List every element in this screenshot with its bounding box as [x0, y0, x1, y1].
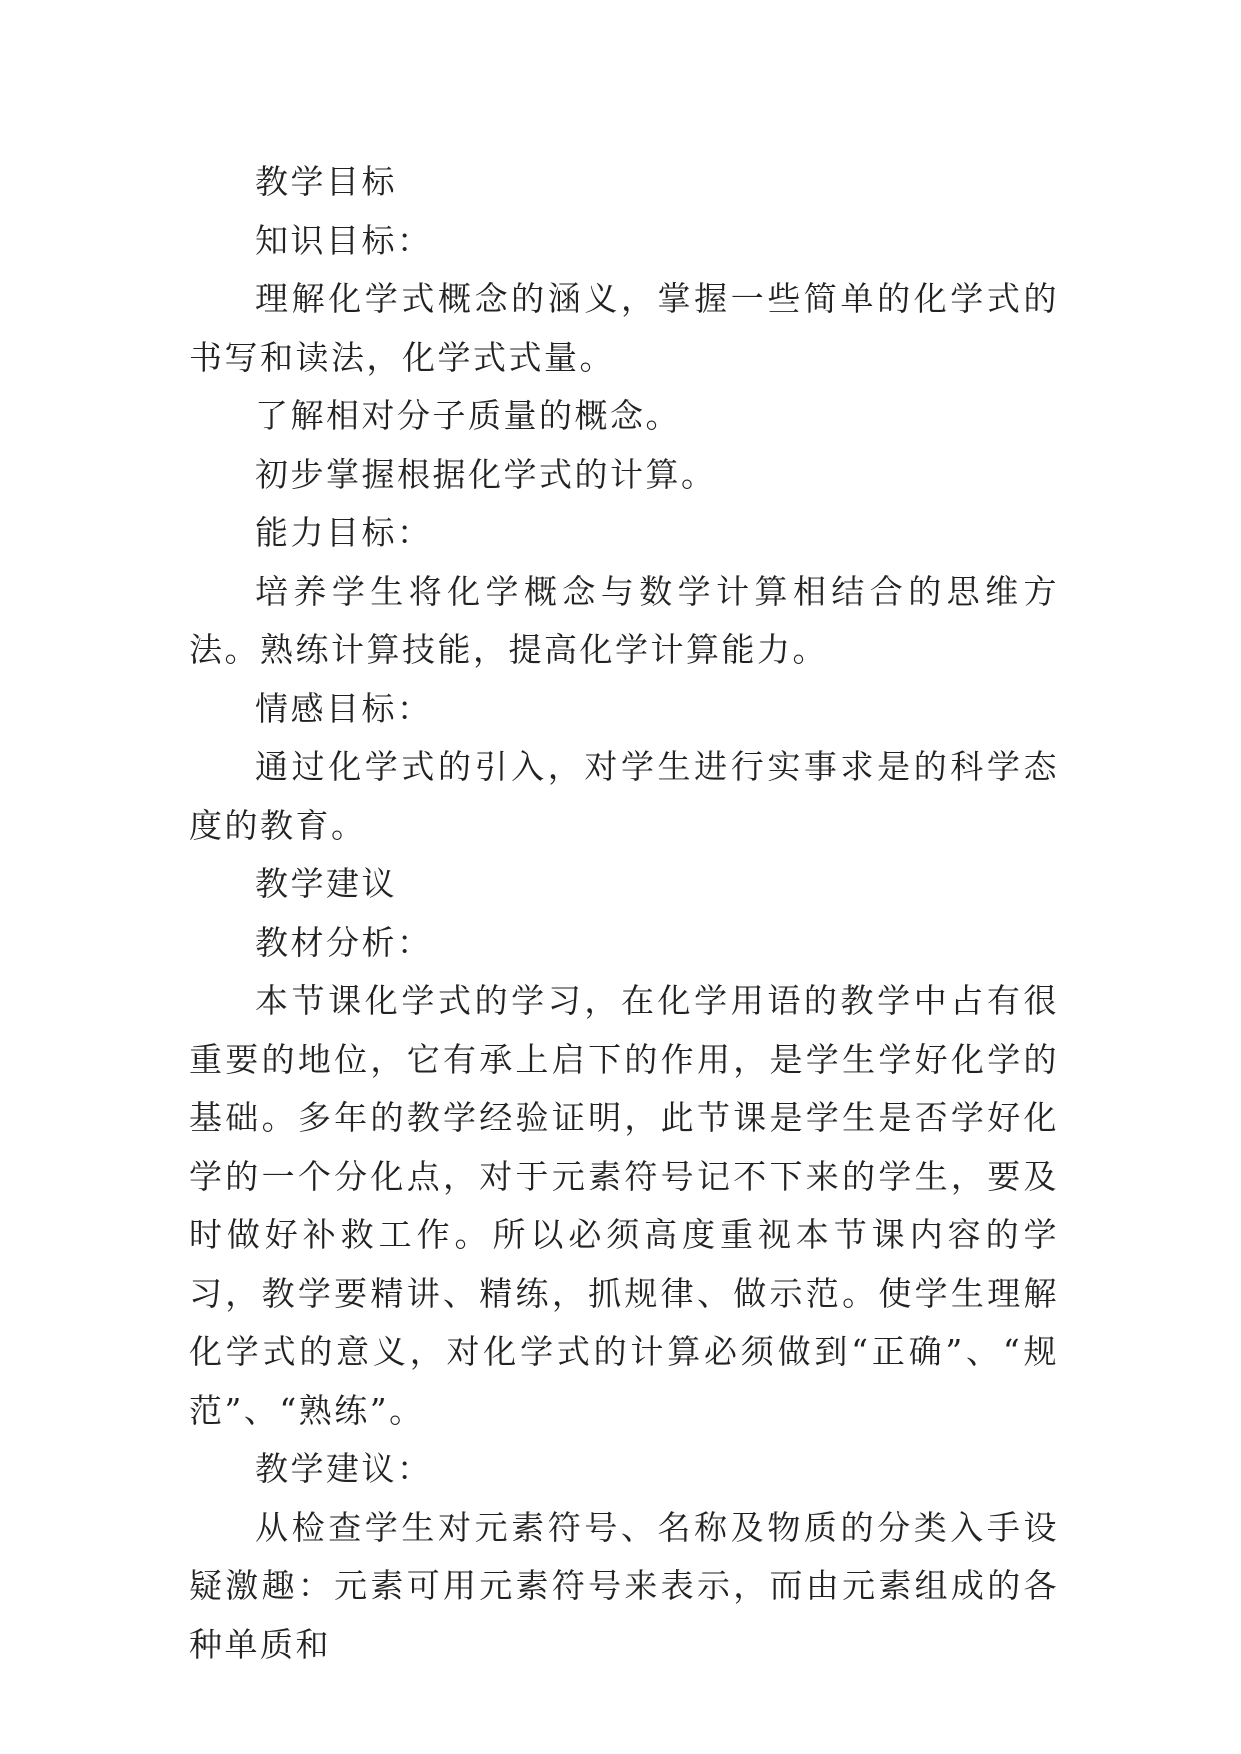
heading-teaching-goals: 教学目标: [255, 162, 397, 201]
paragraph-knowledge-3: 初步掌握根据化学式的计算。: [255, 454, 717, 494]
subheading-knowledge-goals: 知识目标：: [255, 220, 433, 260]
subheading-emotion-goals: 情感目标：: [255, 688, 433, 728]
subheading-ability-goals: 能力目标：: [255, 513, 433, 552]
subheading-teaching-suggestions: 教学建议：: [255, 1449, 433, 1488]
heading-teaching-suggestions: 教学建议: [255, 864, 397, 903]
paragraph-knowledge-1: 理解化学式概念的涵义，掌握一些简单的化学式的书写和读法，化学式式量。: [189, 279, 1059, 377]
document-page: [189, 153, 1059, 1674]
paragraph-ability: 培养学生将化学概念与数学计算相结合的思维方法。熟练计算技能，提高化学计算能力。: [189, 571, 1059, 669]
paragraph-teaching-suggestions: 从检查学生对元素符号、名称及物质的分类入手设疑激趣：元素可用元素符号来表示，而由元素组成的各种单质和: [189, 1507, 1059, 1664]
subheading-material-analysis: 教材分析：: [255, 922, 433, 962]
paragraph-emotion: 通过化学式的引入，对学生进行实事求是的科学态度的教育。: [189, 747, 1059, 845]
paragraph-knowledge-2: 了解相对分子质量的概念。: [255, 396, 681, 435]
paragraph-material-analysis: 本节课化学式的学习，在化学用语的教学中占有很重要的地位，它有承上启下的作用，是学生学好化学的基础。多年的教学经验证明，此节课是学生是否学好化学的一个分化点，对于元素符号记不下来的学生，要及时做好补救工作。所以必须高度重视本节课内容的学习，教学要精讲、精练，抓规律、做示范。使学生理解化学式的意义，对化学式的计算必须做到“正确”、“规范”、“熟练”。: [189, 981, 1059, 1430]
